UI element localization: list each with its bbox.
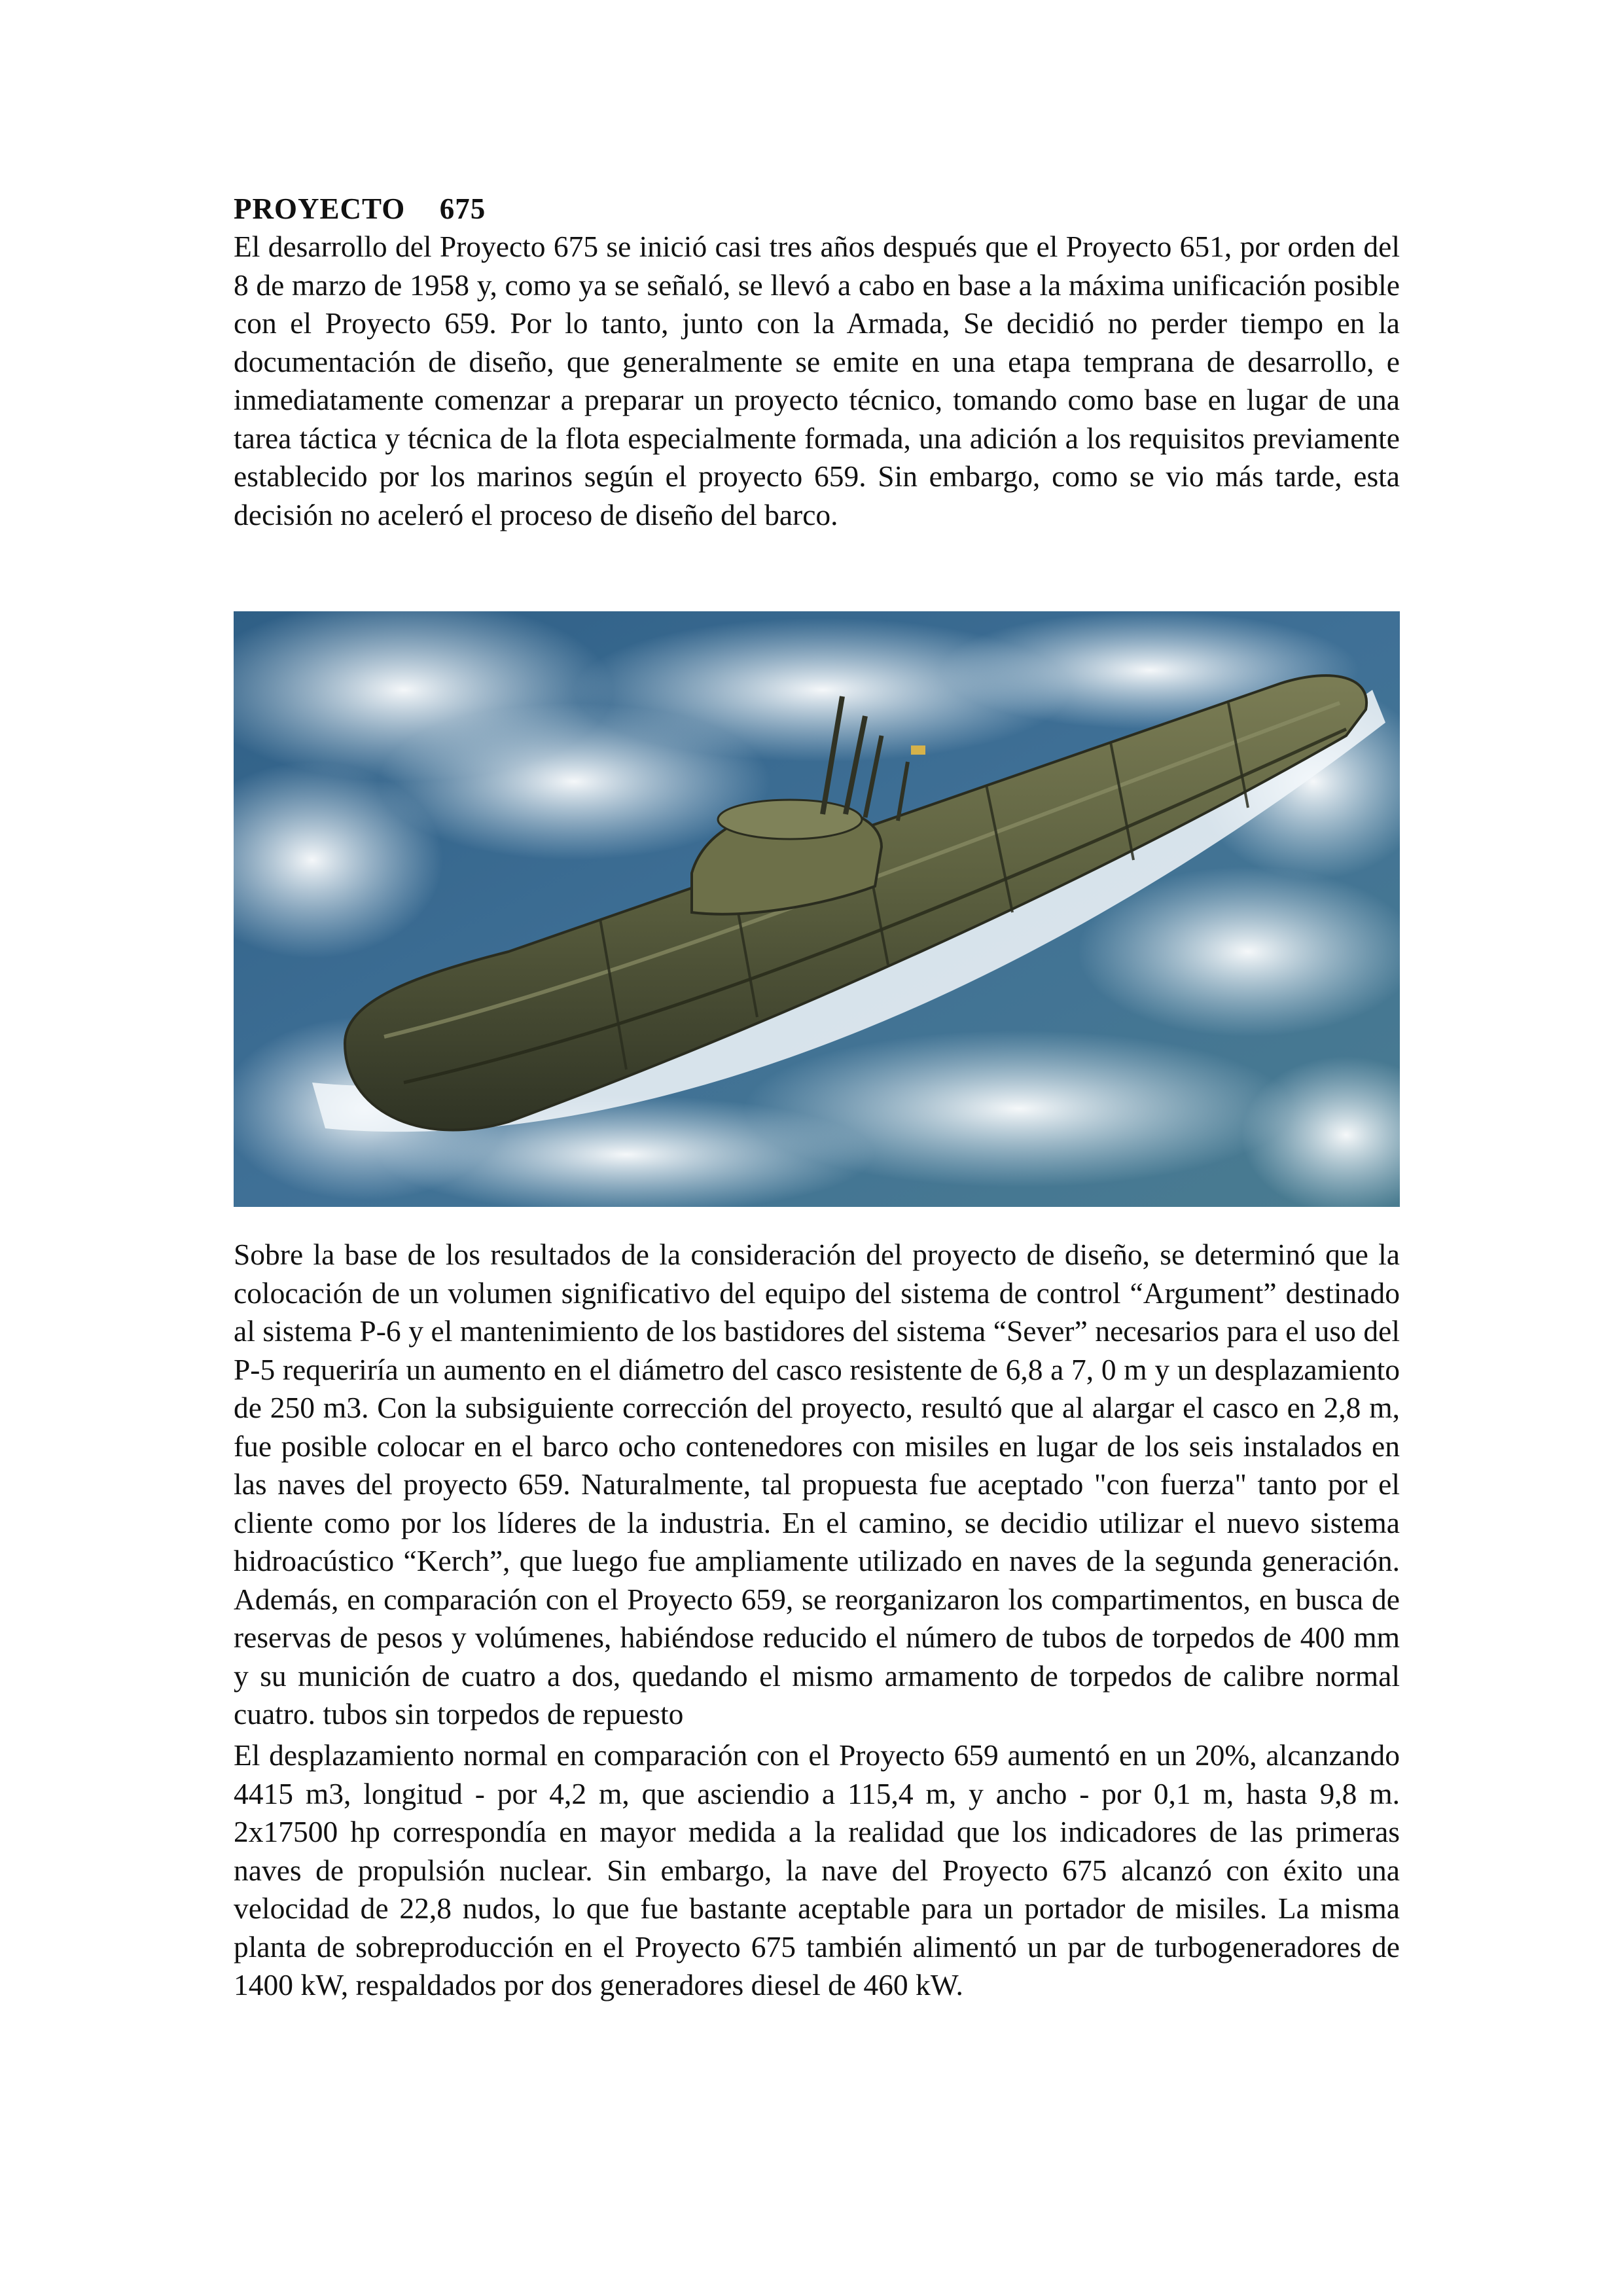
page-title: PROYECTO 675 bbox=[234, 192, 486, 225]
paragraph-displacement: El desplazamiento normal en comparación con el Proyecto 659 aumentó en un 20%, alcanzando 4415 m3, longitud - por 4,2 m, que asciendio a 115,4 m, y ancho - por 0,1 m, hasta 9,8 m. 2x17500 hp correspondía en mayor medida a la realidad que los indicadores de las primeras naves de propulsión nuclear. Sin embargo, la nave del Proyecto 675 alcanzó con éxito una velocidad de 22,8 nudos, lo que fue bastante aceptable para un portador de misiles. La misma planta de sobreproducción en el Proyecto 675 también alimentó un par de turbogeneradores de 1400 kW, respaldados por dos generadores diesel de 460 kW. bbox=[234, 1738, 1400, 2001]
paragraph-design: Sobre la base de los resultados de la consideración del proyecto de diseño, se determinó que la colocación de un volumen significativo del equipo del sistema de control “Argument” destinado al sistema P-6 y el mantenimiento de los bastidores del sistema “Sever” necesarios para el uso del P-5 requeriría un aumento en el diámetro del casco resistente de 6,8 a 7, 0 m y un desplazamiento de 250 m3. Con la subsiguiente corrección del proyecto, resultó que al alargar el casco en 2,8 m, fue posible colocar en el barco ocho contenedores con misiles en lugar de los seis instalados en las naves del proyecto 659. Naturalmente, tal propuesta fue aceptado "con fuerza" tanto por el cliente como por los líderes de la industria. En el camino, se decidio utilizar el nuevo sistema hidroacústico “Kerch”, que luego fue ampliamente utilizado en naves de la segunda generación. Además, en comparación con el Proyecto 659, se reorganizaron los compartimentos, en busca de reservas de pesos y volúmenes, habiéndose reducido el número de tubos de torpedos de 400 mm y su munición de cuatro a dos, quedando el mismo armamento de torpedos de calibre normal cuatro. tubos sin torpedos de repuesto bbox=[234, 1238, 1400, 1731]
submarine-photo bbox=[234, 611, 1400, 1207]
paragraph-intro: El desarrollo del Proyecto 675 se inició casi tres años después que el Proyecto 651, por orden del 8 de marzo de 1958 y, como ya se señaló, se llevó a cabo en base a la máxima unificación posible con el Proyecto 659. Por lo tanto, junto con la Armada, Se decidió no perder tiempo en la documentación de diseño, que generalmente se emite en una etapa temprana de desarrollo, e inmediatamente comenzar a preparar un proyecto técnico, tomando como base en lugar de una tarea táctica y técnica de la flota especialmente formada, una adición a los requisitos previamente establecido por los marinos según el proyecto 659. Sin embargo, como se vio más tarde, esta decisión no aceleró el proceso de diseño del barco. bbox=[234, 230, 1400, 531]
flag bbox=[911, 745, 925, 755]
submarine-illustration bbox=[234, 611, 1400, 1207]
